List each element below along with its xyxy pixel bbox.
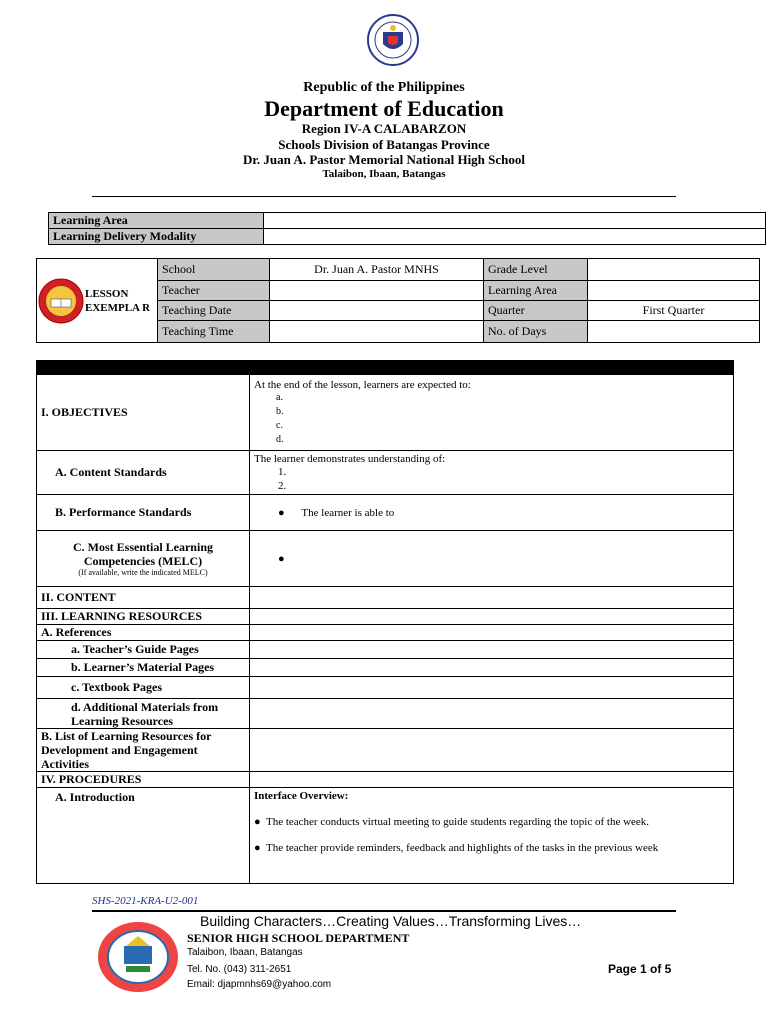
quarter-value[interactable]: First Quarter — [588, 301, 760, 321]
teaching-date-label: Teaching Date — [158, 301, 270, 321]
footer-divider — [92, 910, 676, 912]
additional-materials-label: d. Additional Materials from Learning Resources — [37, 699, 250, 729]
region-line: Region IV-A CALABARZON — [301, 121, 467, 136]
content-standard-item: 1. — [278, 466, 287, 478]
bullet-icon: ● — [254, 816, 261, 828]
objectives-cell[interactable] — [250, 375, 734, 451]
teaching-time-value[interactable] — [270, 321, 484, 343]
list-item — [254, 816, 729, 828]
school-label: School — [158, 259, 270, 281]
content-label: II. CONTENT — [37, 587, 250, 609]
textbook-pages-value[interactable] — [250, 677, 734, 699]
table-header-bar — [37, 361, 734, 375]
objective-item: c. — [276, 420, 283, 431]
intro-bullet-2: The teacher provide reminders, feedback and highlights of the tasks in the previous week — [266, 842, 659, 854]
teachers-guide-value[interactable] — [250, 641, 734, 659]
division-line: Schools Division of Batangas Province — [278, 137, 490, 152]
performance-bullet-text: The learner is able to — [301, 506, 395, 519]
content-standards-label: A. Content Standards — [37, 451, 250, 495]
teacher-label: Teacher — [158, 281, 270, 301]
objective-item: a. — [276, 392, 283, 403]
melc-note: (If available, write the indicated MELC) — [78, 568, 208, 577]
department-title: Department of Education — [264, 96, 504, 121]
introduction-label: A. Introduction — [37, 788, 250, 884]
footer-tel: Tel. No. (043) 311-2651 — [187, 964, 292, 975]
delivery-modality-value[interactable] — [264, 229, 766, 245]
list-item — [254, 842, 729, 854]
references-label: A. References — [37, 625, 250, 641]
melc-value-cell[interactable] — [250, 531, 734, 587]
teaching-date-value[interactable] — [270, 301, 484, 321]
references-value[interactable] — [250, 625, 734, 641]
header-divider — [92, 196, 676, 197]
lesson-exemplar-label: LESSON EXEMPLA R — [85, 287, 151, 314]
school-value[interactable]: Dr. Juan A. Pastor MNHS — [270, 259, 484, 281]
lesson-plan-table — [36, 360, 734, 884]
footer-address: Talaibon, Ibaan, Batangas — [187, 947, 303, 958]
teachers-guide-label: a. Teacher’s Guide Pages — [37, 641, 250, 659]
grade-level-label: Grade Level — [484, 259, 588, 281]
learners-material-value[interactable] — [250, 659, 734, 677]
school-line: Dr. Juan A. Pastor Memorial National High School — [242, 152, 526, 167]
learners-material-label: b. Learner’s Material Pages — [37, 659, 250, 677]
procedures-label: IV. PROCEDURES — [37, 772, 250, 788]
introduction-cell[interactable] — [250, 788, 734, 884]
bullet-icon: ● — [278, 506, 285, 519]
objective-item: d. — [276, 434, 284, 445]
bullet-icon: ● — [278, 553, 285, 565]
melc-cell — [37, 531, 250, 587]
performance-standards-label: B. Performance Standards — [37, 495, 250, 531]
address-line: Talaibon, Ibaan, Batangas — [322, 168, 446, 180]
teaching-time-label: Teaching Time — [158, 321, 270, 343]
lesson-logo-icon — [37, 277, 85, 325]
learning-resources-value[interactable] — [250, 609, 734, 625]
content-standard-item: 2. — [278, 480, 287, 492]
intro-bullet-1: The teacher conducts virtual meeting to guide students regarding the topic of the week. — [266, 816, 650, 828]
resources-list-label: B. List of Learning Resources for Development and Engagement Activities — [37, 729, 250, 772]
days-label: No. of Days — [484, 321, 588, 343]
learning-area-table — [48, 212, 766, 245]
republic-line: Republic of the Philippines — [303, 80, 465, 95]
additional-materials-value[interactable] — [250, 699, 734, 729]
textbook-pages-label: c. Textbook Pages — [37, 677, 250, 699]
page-number: Page 1 of 5 — [608, 962, 672, 976]
days-value[interactable] — [588, 321, 760, 343]
objectives-intro: At the end of the lesson, learners are expected to: — [254, 379, 471, 391]
content-standards-cell[interactable] — [250, 451, 734, 495]
resources-list-value[interactable] — [250, 729, 734, 772]
learning-area-label: Learning Area — [49, 213, 264, 229]
department-footer-title: SENIOR HIGH SCHOOL DEPARTMENT — [187, 931, 410, 945]
quarter-label: Quarter — [484, 301, 588, 321]
deped-seal-icon — [367, 14, 419, 66]
content-value[interactable] — [250, 587, 734, 609]
objective-item: b. — [276, 406, 284, 417]
melc-label: C. Most Essential Learning Competencies (MELC) — [72, 540, 213, 568]
delivery-modality-label: Learning Delivery Modality — [49, 229, 264, 245]
learning-area-value[interactable] — [264, 213, 766, 229]
teacher-value[interactable] — [270, 281, 484, 301]
document-code: SHS-2021-KRA-U2-001 — [92, 895, 199, 907]
grade-level-value[interactable] — [588, 259, 760, 281]
interface-overview-title: Interface Overview: — [254, 790, 349, 802]
performance-standards-cell[interactable] — [250, 495, 734, 531]
lesson-exemplar-cell — [37, 259, 158, 343]
lesson-info-table — [36, 258, 760, 343]
objectives-label: I. OBJECTIVES — [37, 375, 250, 451]
info-learning-area-value[interactable] — [588, 281, 760, 301]
motto: Building Characters…Creating Values…Transforming Lives… — [200, 913, 582, 929]
info-learning-area-label: Learning Area — [484, 281, 588, 301]
learning-resources-label: III. LEARNING RESOURCES — [37, 609, 250, 625]
footer-email[interactable]: Email: djapmnhs69@yahoo.com — [187, 979, 332, 990]
content-standards-intro: The learner demonstrates understanding of: — [254, 453, 446, 465]
procedures-value[interactable] — [250, 772, 734, 788]
school-seal-icon — [96, 920, 180, 994]
bullet-icon: ● — [254, 842, 261, 854]
